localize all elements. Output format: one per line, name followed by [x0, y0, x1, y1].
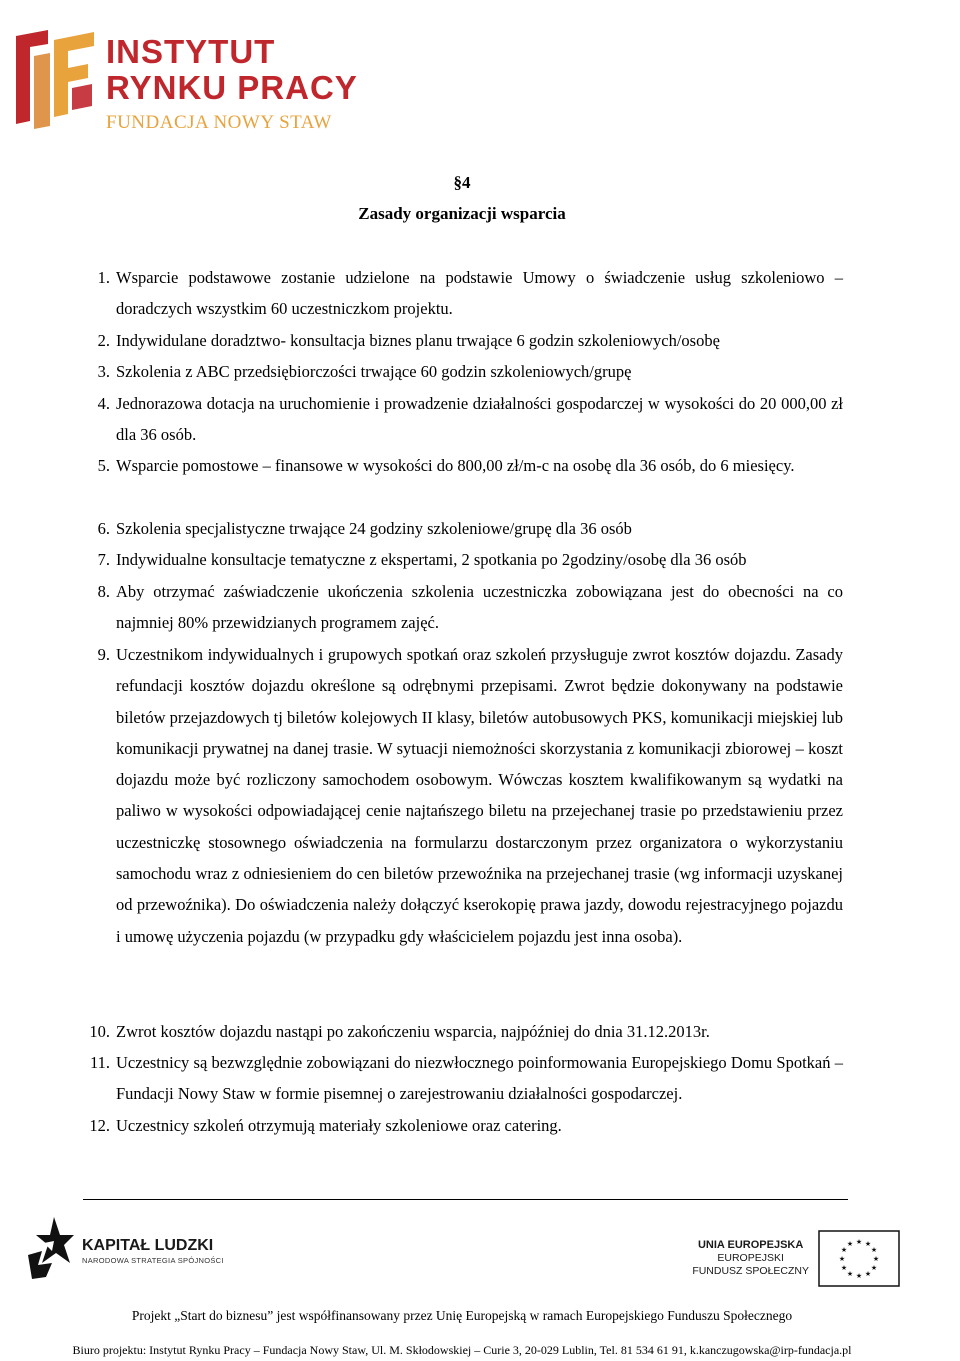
list-item — [80, 576, 843, 639]
svg-text:★: ★ — [840, 1264, 848, 1272]
list-item-number: 9. — [97, 645, 110, 664]
svg-text:★: ★ — [846, 1270, 854, 1278]
footer-project-note: Projekt „Start do biznesu” jest współfinansowany przez Unię Europejską w ramach Europejskiego Funduszu Społecznego — [131, 1308, 793, 1323]
list-item-number: 12. — [89, 1116, 110, 1135]
list-item-number: 7. — [97, 550, 110, 569]
svg-text:★: ★ — [855, 1272, 863, 1280]
list-item — [80, 1110, 843, 1141]
section-title: Zasady organizacji wsparcia — [358, 204, 566, 223]
list-item-number: 8. — [97, 582, 110, 601]
list-item-text: Wsparcie podstawowe zostanie udzielone na podstawie Umowy o świadczenie usług szkoleniowo – doradczych wszystkim 60 uczestniczkom projektu. — [116, 268, 843, 319]
footer-office-address: Biuro projektu: Instytut Rynku Pracy – Fundacja Nowy Staw, Ul. M. Skłodowskiej – Curie 3, 20-029 Lublin, Tel. 81 534 61 91, k.kanczugowska@irp-fundacja.pl — [72, 1343, 852, 1357]
list-item-text: Uczestnikom indywidualnych i grupowych spotkań oraz szkoleń przysługuje zwrot kosztów dojazdu. Zasady refundacji kosztów dojazdu określone są odrębnymi przepisami. Zwrot będzie dokonywany na podstawie biletów przejazdowych tj biletów kolejowych II klasy, biletów autobusowych PKS, komunikacji miejskiej lub komunikacji prywatnej na danej trasie. W sytuacji niemożności skorzystania z komunikacji zbiorowej – koszt dojazdu może być rozliczony samochodem osobowym. Wówczas kosztem kwalifikowanym są wydatki na paliwo w wysokości odpowiadającej cenie najtańszego biletu na przejechanej trasie po przedstawieniu przez uczestniczkę stosownego oświadczenia na formularzu dostarczonym przez organizatora o wykorzystaniu samochodu wraz z odniesieniem do cen biletów przewoźnika na przejechanej trasie (wg informacji uzyskanej od przewoźnika). Do oświadczenia należy dołączyć kserokopię prawa jazdy, dowodu rejestracyjnego pojazdu i umowę użyczenia pojazdu (w przypadku gdy właścicielem pojazdu jest inna osoba). — [116, 645, 843, 946]
svg-text:★: ★ — [864, 1240, 872, 1248]
list-item — [80, 325, 843, 356]
list-item-text: Uczestnicy szkoleń otrzymują materiały szkoleniowe oraz catering. — [116, 1116, 562, 1135]
list-item-text: Aby otrzymać zaświadczenie ukończenia szkolenia uczestniczka zobowiązana jest do obecności na co najmniej 80% przewidzianych programem zajęć. — [116, 582, 843, 633]
list-item-text: Indywidualne konsultacje tematyczne z ekspertami, 2 spotkania po 2godziny/osobę dla 36 osób — [116, 550, 747, 569]
instytut-rynku-pracy-logo — [8, 26, 368, 136]
logo-line-fundacja: FUNDACJA NOWY STAW — [106, 112, 332, 133]
list-item — [80, 388, 843, 451]
svg-text:★: ★ — [864, 1270, 872, 1278]
list-item-number: 2. — [97, 331, 110, 350]
list-item — [80, 639, 843, 952]
kapital-ludzki-star-icon — [24, 1215, 74, 1281]
logo-wordmark — [106, 34, 358, 134]
section-number: §4 — [453, 173, 471, 192]
irp-logo-mark-icon — [8, 26, 103, 131]
footer-divider — [83, 1199, 848, 1200]
list-item-text: Indywidulane doradztwo- konsultacja biznes planu trwające 6 godzin szkoleniowych/osobę — [116, 331, 720, 350]
kapital-ludzki-subtitle: NARODOWA STRATEGIA SPÓJNOŚCI — [82, 1256, 224, 1265]
list-item-number: 4. — [97, 394, 110, 413]
list-item — [80, 1016, 843, 1047]
eu-line-fundusz: FUNDUSZ SPOŁECZNY — [692, 1265, 809, 1277]
svg-text:★: ★ — [838, 1255, 846, 1263]
kapital-ludzki-title: KAPITAŁ LUDZKI — [82, 1237, 214, 1254]
eu-logo — [690, 1228, 905, 1290]
svg-text:★: ★ — [846, 1240, 854, 1248]
eu-line-europejski: EUROPEJSKI — [717, 1252, 784, 1264]
list-item-number: 6. — [97, 519, 110, 538]
list-item-text: Szkolenia z ABC przedsiębiorczości trwające 60 godzin szkoleniowych/grupę — [116, 362, 632, 381]
logo-line-rynku-pracy: RYNKU PRACY — [106, 69, 358, 106]
list-item-text: Jednorazowa dotacja na uruchomienie i prowadzenie działalności gospodarczej w wysokości do 20 000,00 zł dla 36 osób. — [116, 394, 843, 445]
logo-line-instytut: INSTYTUT — [106, 33, 276, 70]
list-item-number: 5. — [97, 456, 110, 475]
svg-text:★: ★ — [870, 1246, 878, 1254]
svg-text:★: ★ — [855, 1238, 863, 1246]
list-item — [80, 262, 843, 325]
list-item-text: Szkolenia specjalistyczne trwające 24 godziny szkoleniowe/grupę dla 36 osób — [116, 519, 632, 538]
list-item-text: Wsparcie pomostowe – finansowe w wysokości do 800,00 zł/m-c na osobę dla 36 osób, do 6 miesięcy. — [116, 456, 795, 475]
svg-text:★: ★ — [840, 1246, 848, 1254]
list-item — [80, 513, 843, 544]
svg-text:★: ★ — [872, 1255, 880, 1263]
list-item-text: Zwrot kosztów dojazdu nastąpi po zakończeniu wsparcia, najpóźniej do dnia 31.12.2013r. — [116, 1022, 710, 1041]
list-item-number: 10. — [89, 1022, 110, 1041]
list-item — [80, 1047, 843, 1110]
list-item-number: 11. — [89, 1053, 110, 1072]
eu-logo-text — [692, 1238, 809, 1278]
list-item — [80, 356, 843, 387]
eu-line-unia: UNIA EUROPEJSKA — [697, 1239, 804, 1251]
svg-text:★: ★ — [870, 1264, 878, 1272]
list-item — [80, 544, 843, 575]
list-item-text: Uczestnicy są bezwzględnie zobowiązani do niezwłocznego poinformowania Europejskiego Domu Spotkań – Fundacji Nowy Staw w formie pisemnej o zarejestrowaniu działalności gospodarczej. — [116, 1053, 843, 1104]
list-item-number: 3. — [97, 362, 110, 381]
list-item — [80, 450, 843, 481]
eu-flag-icon — [818, 1230, 900, 1287]
list-item-number: 1. — [97, 268, 110, 287]
kapital-ludzki-logo — [24, 1215, 244, 1285]
